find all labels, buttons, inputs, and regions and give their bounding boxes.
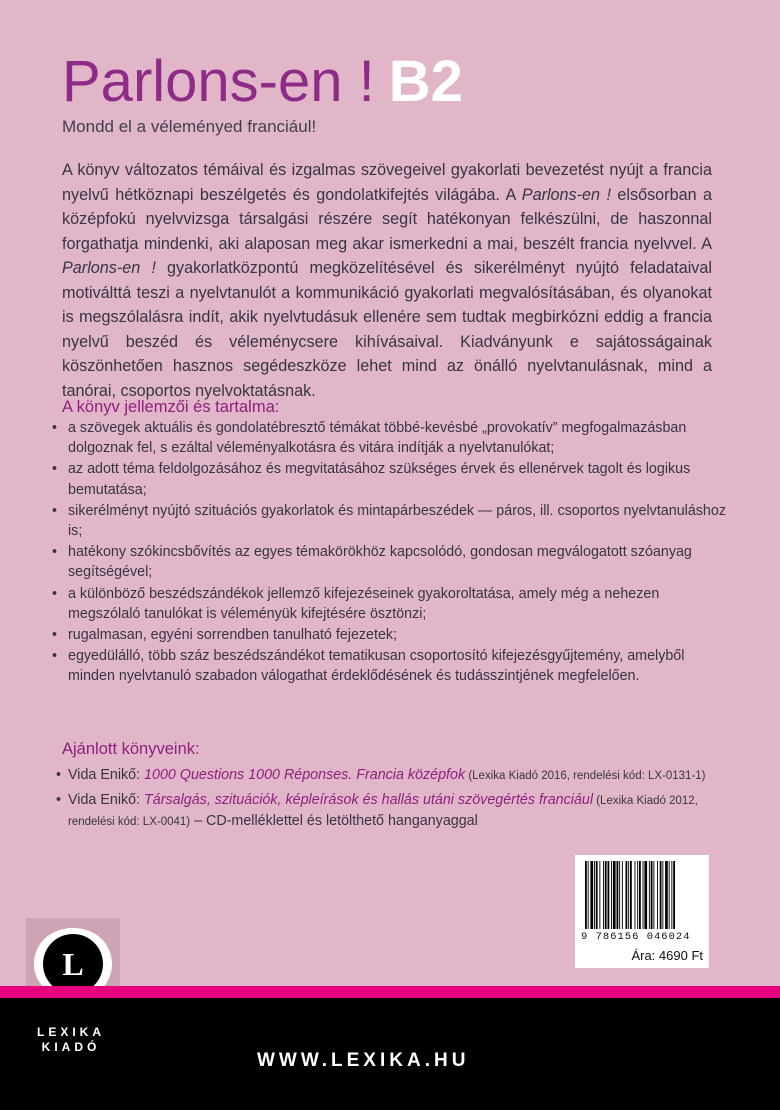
barcode-bar <box>611 861 612 929</box>
title-level: B2 <box>388 49 463 114</box>
barcode-bar <box>644 861 647 929</box>
recommended-item <box>56 765 746 786</box>
list-item <box>52 542 732 582</box>
barcode-bar <box>630 861 632 929</box>
list-item-text: az adott téma feldolgozásához és megvitatásához szükséges érvek és ellenérvek tagolt és logikus bemutatása; <box>68 461 691 498</box>
barcode-bar <box>626 861 628 929</box>
list-item-text: sikerélményt nyújtó szituációs gyakorlatok és mintapárbeszédek — páros, ill. csoportos nyelvtanuláshoz is; <box>68 502 726 540</box>
barcode-bar <box>613 861 616 929</box>
barcode-bar <box>617 861 619 929</box>
rec-title: Társalgás, szituációk, képleírások és hallás utáni szövegértés franciául <box>144 792 594 808</box>
price-label: Ára: 4690 Ft <box>631 948 703 963</box>
bullet-icon: • <box>56 767 62 783</box>
rec-author: Vida Enikő: <box>68 792 145 808</box>
bullet-icon: • <box>52 585 58 602</box>
barcode-bar <box>657 861 658 929</box>
barcode-bar <box>639 861 641 929</box>
rec-details: (Lexika Kiadó 2012, rendelési kód: LX-0041) <box>68 795 698 828</box>
barcode-bar <box>637 861 638 929</box>
barcode-bar <box>594 861 595 929</box>
barcode-bar <box>619 861 620 929</box>
list-item-text: a különböző beszédszándékok jellemző kifejezéseinek gyakoroltatása, amely még a nehezen megszólaló tanulókat is véleményük kifejtésére ösztönzi; <box>68 585 660 622</box>
recommended-list <box>56 765 746 836</box>
book-title <box>62 48 463 115</box>
intro-text-1: A könyv változatos témáival és izgalmas szövegeivel gyakorlati bevezetést nyújt a francia nyelvű hétköznapi beszélgetés és gondolatkifejtés világába. A <box>62 161 712 204</box>
barcode-bar <box>665 861 668 929</box>
list-item <box>52 459 732 499</box>
bullet-icon: • <box>52 420 58 436</box>
recommended-heading: Ajánlott könyveink: <box>62 740 200 758</box>
bullet-icon: • <box>52 502 58 519</box>
barcode-bar <box>635 861 636 929</box>
list-item-text: egyedülálló, több száz beszédszándékot tematikusan csoportosító kifejezésgyűjtemény, amelyből minden nyelvtanuló szabadon válogathat érdeklődésének és tudásszintjének megfelelően. <box>68 648 685 685</box>
barcode-bar <box>649 861 650 929</box>
isbn-number: 9 786156 046024 <box>581 931 691 943</box>
bullet-icon: • <box>56 792 62 808</box>
publisher-line-2: KIADÓ <box>41 1040 101 1054</box>
logo-letter: L <box>62 946 84 982</box>
title-main: Parlons-en ! <box>62 49 375 114</box>
rec-extra: – CD-melléklettel és letölthető hanganyaggal <box>190 813 478 829</box>
barcode-bar <box>622 861 623 929</box>
barcode-bar <box>662 861 663 929</box>
list-item-text: a szövegek aktuális és gondolatébresztő témákat többé-kevésbé „provokatív” megfogalmazásban dolgoznak fel, s ezáltal véleményalkotásra és vitára indítják a nyelvtanulókat; <box>68 420 687 457</box>
barcode-bar <box>669 861 670 929</box>
barcode-bar <box>603 861 604 929</box>
publisher-line-1: LEXIKA <box>36 1025 105 1039</box>
features-heading: A könyv jellemzői és tartalma: <box>62 398 280 416</box>
list-item <box>52 501 732 541</box>
barcode-bar <box>643 861 644 929</box>
rec-author: Vida Enikő: <box>68 767 145 783</box>
barcode-bar <box>653 861 654 929</box>
subtitle: Mondd el a véleményed franciául! <box>62 117 317 136</box>
barcode-box <box>575 855 709 968</box>
barcode-bar <box>608 861 610 929</box>
barcode-bar <box>660 861 662 929</box>
publisher-name <box>36 1025 106 1055</box>
barcode-bar <box>588 861 589 929</box>
bullet-icon: • <box>52 627 58 644</box>
barcode-icon <box>583 861 701 931</box>
list-item-text: hatékony szókincsbővítés az egyes témakörökhöz kapcsolódó, gondosan megválogatott szóanyag segítségével; <box>68 544 692 581</box>
barcode-bar <box>671 861 672 929</box>
recommended-item <box>56 790 746 832</box>
barcode-bar <box>673 861 675 929</box>
list-item <box>52 418 732 458</box>
barcode-bar <box>590 861 593 929</box>
intro-emphasis-2: Parlons-en ! <box>62 259 156 277</box>
intro-paragraph <box>62 158 712 403</box>
rec-title: 1000 Questions 1000 Réponses. Francia középfok <box>144 767 466 783</box>
bullet-icon: • <box>52 461 58 478</box>
rec-details: (Lexika Kiadó 2016, rendelési kód: LX-0131-1) <box>465 770 706 782</box>
magenta-stripe <box>0 986 780 998</box>
list-item-text: rugalmasan, egyéni sorrendben tanulható fejezetek; <box>68 627 398 644</box>
barcode-bar <box>599 861 600 929</box>
website-url[interactable]: WWW.LEXIKA.HU <box>257 1050 470 1071</box>
barcode-bar <box>628 861 629 929</box>
barcode-bar <box>596 861 598 929</box>
intro-emphasis-1: Parlons-en ! <box>521 185 611 204</box>
list-item <box>52 625 732 645</box>
bullet-icon: • <box>52 648 58 665</box>
intro-text-2: elsősorban a középfokú nyelvvizsga társalgási részére segít hatékonyan felkészülni, de haszonnal forgathatja mindenki, aki alaposan meg akar ismerkedni a mai, beszélt francia nyelvvel. A <box>62 185 712 253</box>
bullet-icon: • <box>52 544 58 561</box>
features-list <box>52 418 732 688</box>
barcode-bar <box>585 861 587 929</box>
intro-text-3: gyakorlatközpontú megközelítésével és sikerélményt nyújtó feladataival motiválttá teszi a nyelvtanulót a kommunikáció gyakorlati megvalósításában, és olyanokat is megszólalásra indít, akik nyelvtudásuk ellenére sem tudtak megbirkózni eddig a francia nyelvű beszéd és véleménycsere kihívásaival. Kiadványunk e sajátosságainak köszönhetően hasznos segédeszköze lehet mind az önálló nyelvtanulásnak, mind a tanórai, csoportos nyelvoktatásnak. <box>62 259 712 400</box>
barcode-bar <box>651 861 653 929</box>
list-item <box>52 646 732 686</box>
barcode-bar <box>605 861 607 929</box>
list-item <box>52 584 732 624</box>
